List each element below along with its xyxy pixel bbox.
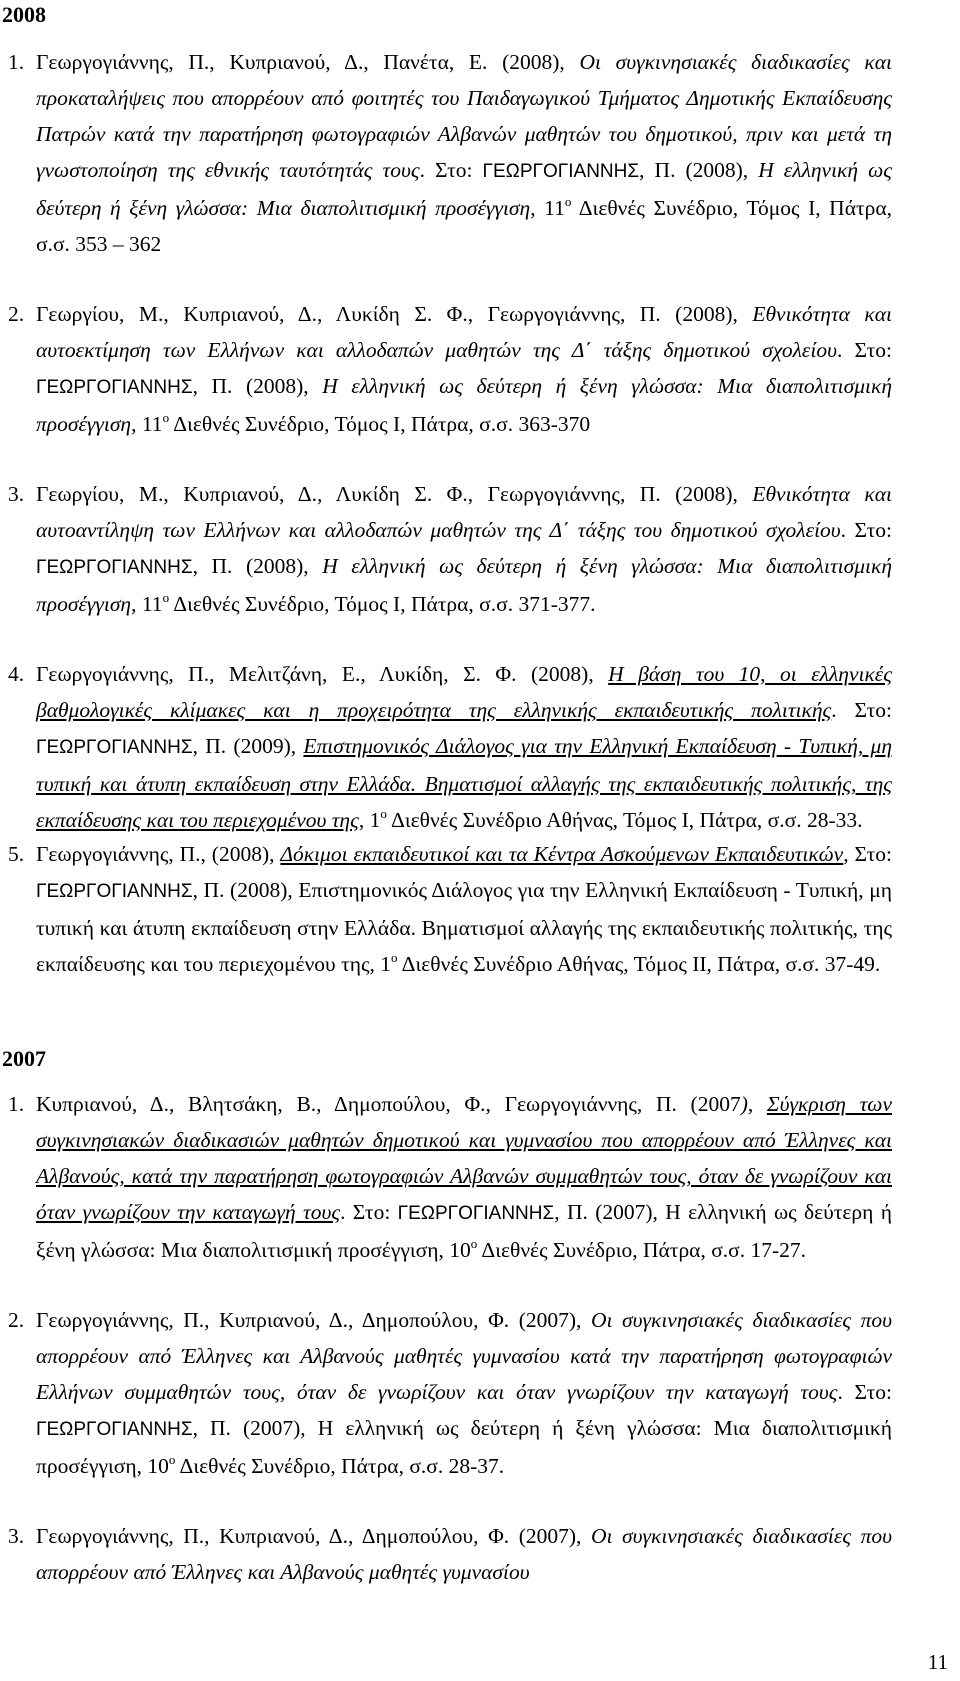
entry-text: Γεωργογιάννης, Π., Κυπριανού, Δ., Πανέτα, Ε. (2008), Οι συγκινησιακές διαδικασίες και προκαταλήψεις που απορρέουν από φοιτητές του Παιδαγωγικού Τμήματος Δημοτικής Εκπαίδευσης Πατρών κατά την παρατήρηση φωτογραφιών Αλβανών μαθητών του δημοτικού, πριν και μετά τη γνωστοποίηση της εθνικής ταυτότητάς τους. Στο: ΓΕΩΡΓΟΓΙΑΝΝΗΣ, Π. (2008), Η ελληνική ως δεύτερη ή ξένη γλώσσα: Μια διαπολιτισμική προσέγγιση, $11^o$ Διεθνές Συνέδριο, Τόμος Ι, Πάτρα, σ.σ. 353 – 362 [36,50,893,256]
entry-text: Κυπριανού, Δ., Βλητσάκη, Β., Δημοπούλου, Φ., Γεωργογιάννης, Π. (2007), Σύγκριση των συγκινησιακών διαδικασιών μαθητών δημοτικού και γυμνασίου που απορρέουν από Έλληνες και Αλβανούς, κατά την παρατήρηση φωτογραφιών Αλβανών συμμαθητών τους, όταν δε γνωρίζουν και όταν γνωρίζουν την καταγωγή τους. Στο: ΓΕΩΡΓΟΓΙΑΝΝΗΣ, Π. (2007), Η ελληνική ως δεύτερη ή ξένη γλώσσα: Μια διαπολιτισμική προσέγγιση, $10^o$ Διεθνές Συνέδριο, Πάτρα, σ.σ. 17-27. [36,1092,892,1262]
book-title: Η ελληνική ως δεύτερη ή ξένη γλώσσα: Μια διαπολιτισμική προσέγγιση [36,158,892,220]
reference-entry [0,836,892,982]
reference-entry [0,1518,892,1590]
entry-title: Οι συγκινησιακές διαδικασίες και προκαταλήψεις που απορρέουν από φοιτητές του Παιδαγωγικού Τμήματος Δημοτικής Εκπαίδευσης Πατρών κατά την παρατήρηση φωτογραφιών Αλβανών μαθητών του δημοτικού, πριν και μετά τη γνωστοποίηση της εθνικής ταυτότητάς τους [36,50,893,182]
entry-text: Γεωργίου, Μ., Κυπριανού, Δ., Λυκίδη Σ. Φ., Γεωργογιάννης, Π. (2008), Εθνικότητα και αυτοεκτίμηση των Ελλήνων και αλλοδαπών μαθητών της Δ΄ τάξης δημοτικού σχολείου. Στο: ΓΕΩΡΓΟΓΙΑΝΝΗΣ, Π. (2008), Η ελληνική ως δεύτερη ή ξένη γλώσσα: Μια διαπολιτισμική προσέγγιση, $11^o$ Διεθνές Συνέδριο, Τόμος Ι, Πάτρα, σ.σ. 363-370 [36,302,892,436]
entry-title: Οι συγκινησιακές διαδικασίες που απορρέουν από Έλληνες και Αλβανούς μαθητές γυμνασίου κατά την παρατήρηση φωτογραφιών Ελλήνων συμμαθητών τους, όταν δε γνωρίζουν και όταν γνωρίζουν την καταγωγή τους [36,1308,892,1404]
entry-text: Γεωργογιάννης, Π., Κυπριανού, Δ., Δημοπούλου, Φ. (2007), Οι συγκινησιακές διαδικασίες που απορρέουν από Έλληνες και Αλβανούς μαθητές γυμνασίου κατά την παρατήρηση φωτογραφιών Ελλήνων συμμαθητών τους, όταν δε γνωρίζουν και όταν γνωρίζουν την καταγωγή τους. Στο: ΓΕΩΡΓΟΓΙΑΝΝΗΣ, Π. (2007), Η ελληνική ως δεύτερη ή ξένη γλώσσα: Μια διαπολιτισμική προσέγγιση, $10^o$ Διεθνές Συνέδριο, Πάτρα, σ.σ. 28-37. [36,1308,892,1478]
entry-title: Η βάση του 10, οι ελληνικές βαθμολογικές κλίμακες και η προχειρότητα της ελληνικής εκπαιδευτικής πολιτικής [36,662,892,722]
book-title: Επιστημονικός Διάλογος για την Ελληνική Εκπαίδευση - Τυπική, μη τυπική και άτυπη εκπαίδευση στην Ελλάδα. Βηματισμοί αλλαγής της εκπαιδευτικής πολιτικής, της εκπαίδευσης και του περιεχομένου της [36,734,892,832]
reference-entry [0,476,892,622]
entry-title: Εθνικότητα και αυτοαντίληψη των Ελλήνων και αλλοδαπών μαθητών της Δ΄ τάξης του δημοτικού σχολείου [36,482,892,542]
book-title: Η ελληνική ως δεύτερη ή ξένη γλώσσα: Μια διαπολιτισμική προσέγγιση [36,374,892,436]
entry-text: Γεωργογιάννης, Π., (2008), Δόκιμοι εκπαιδευτικοί και τα Κέντρα Ασκούμενων Εκπαιδευτικών, Στο: ΓΕΩΡΓΟΓΙΑΝΝΗΣ, Π. (2008), Επιστημονικός Διάλογος για την Ελληνική Εκπαίδευση - Τυπική, μη τυπική και άτυπη εκπαίδευση στην Ελλάδα. Βηματισμοί αλλαγής της εκπαιδευτικής πολιτικής, της εκπαίδευσης και του περιεχομένου της, $1^o$ Διεθνές Συνέδριο Αθήνας, Τόμος ΙΙ, Πάτρα, σ.σ. 37-49. [36,842,892,976]
page-number: 11 [927,1650,948,1674]
entry-text: Γεωργίου, Μ., Κυπριανού, Δ., Λυκίδη Σ. Φ., Γεωργογιάννης, Π. (2008), Εθνικότητα και αυτοαντίληψη των Ελλήνων και αλλοδαπών μαθητών της Δ΄ τάξης του δημοτικού σχολείου. Στο: ΓΕΩΡΓΟΓΙΑΝΝΗΣ, Π. (2008), Η ελληνική ως δεύτερη ή ξένη γλώσσα: Μια διαπολιτισμική προσέγγιση, $11^o$ Διεθνές Συνέδριο, Τόμος Ι, Πάτρα, σ.σ. 371-377. [36,482,892,616]
entry-title: Εθνικότητα και αυτοεκτίμηση των Ελλήνων και αλλοδαπών μαθητών της Δ΄ τάξης δημοτικού σχολείου [36,302,892,362]
entry-title: Οι συγκινησιακές διαδικασίες που απορρέουν από Έλληνες και Αλβανούς μαθητές γυμνασίου [36,1524,892,1584]
reference-entry [0,44,892,262]
entry-title: Σύγκριση των συγκινησιακών διαδικασιών μαθητών δημοτικού και γυμνασίου που απορρέουν από Έλληνες και Αλβανούς, κατά την παρατήρηση φωτογραφιών Αλβανών συμμαθητών τους, όταν δε γνωρίζουν και όταν γνωρίζουν την καταγωγή τους [36,1092,892,1224]
book-title: Η ελληνική ως δεύτερη ή ξένη γλώσσα: Μια διαπολιτισμική προσέγγιση [36,554,892,616]
entry-title: Δόκιμοι εκπαιδευτικοί και τα Κέντρα Ασκούμενων Εκπαιδευτικών [280,842,844,866]
entry-number: 3. [8,1524,25,1548]
entry-number: 5. [8,842,25,866]
reference-entry [0,656,892,838]
entry-number: 1. [8,1092,25,1116]
entry-text: Γεωργογιάννης, Π., Μελιτζάνη, Ε., Λυκίδη, Σ. Φ. (2008), Η βάση του 10, οι ελληνικές βαθμολογικές κλίμακες και η προχειρότητα της ελληνικής εκπαιδευτικής πολιτικής. Στο: ΓΕΩΡΓΟΓΙΑΝΝΗΣ, Π. (2009), Επιστημονικός Διάλογος για την Ελληνική Εκπαίδευση - Τυπική, μη τυπική και άτυπη εκπαίδευση στην Ελλάδα. Βηματισμοί αλλαγής της εκπαιδευτικής πολιτικής, της εκπαίδευσης και του περιεχομένου της, $1^o$ Διεθνές Συνέδριο Αθήνας, Τόμος Ι, Πάτρα, σ.σ. 28-33. [36,662,892,832]
year-heading-2008: 2008 [2,2,46,27]
entry-number: 3. [8,482,25,506]
year-heading-2007: 2007 [2,1046,46,1071]
entry-number: 1. [8,50,25,74]
entry-text: Γεωργογιάννης, Π., Κυπριανού, Δ., Δημοπούλου, Φ. (2007), Οι συγκινησιακές διαδικασίες που απορρέουν από Έλληνες και Αλβανούς μαθητές γυμνασίου [36,1524,892,1584]
entry-number: 2. [8,302,25,326]
entry-number: 2. [8,1308,25,1332]
entry-number: 4. [8,662,25,686]
reference-entry [0,1086,892,1268]
reference-entry [0,296,892,442]
reference-entry [0,1302,892,1484]
